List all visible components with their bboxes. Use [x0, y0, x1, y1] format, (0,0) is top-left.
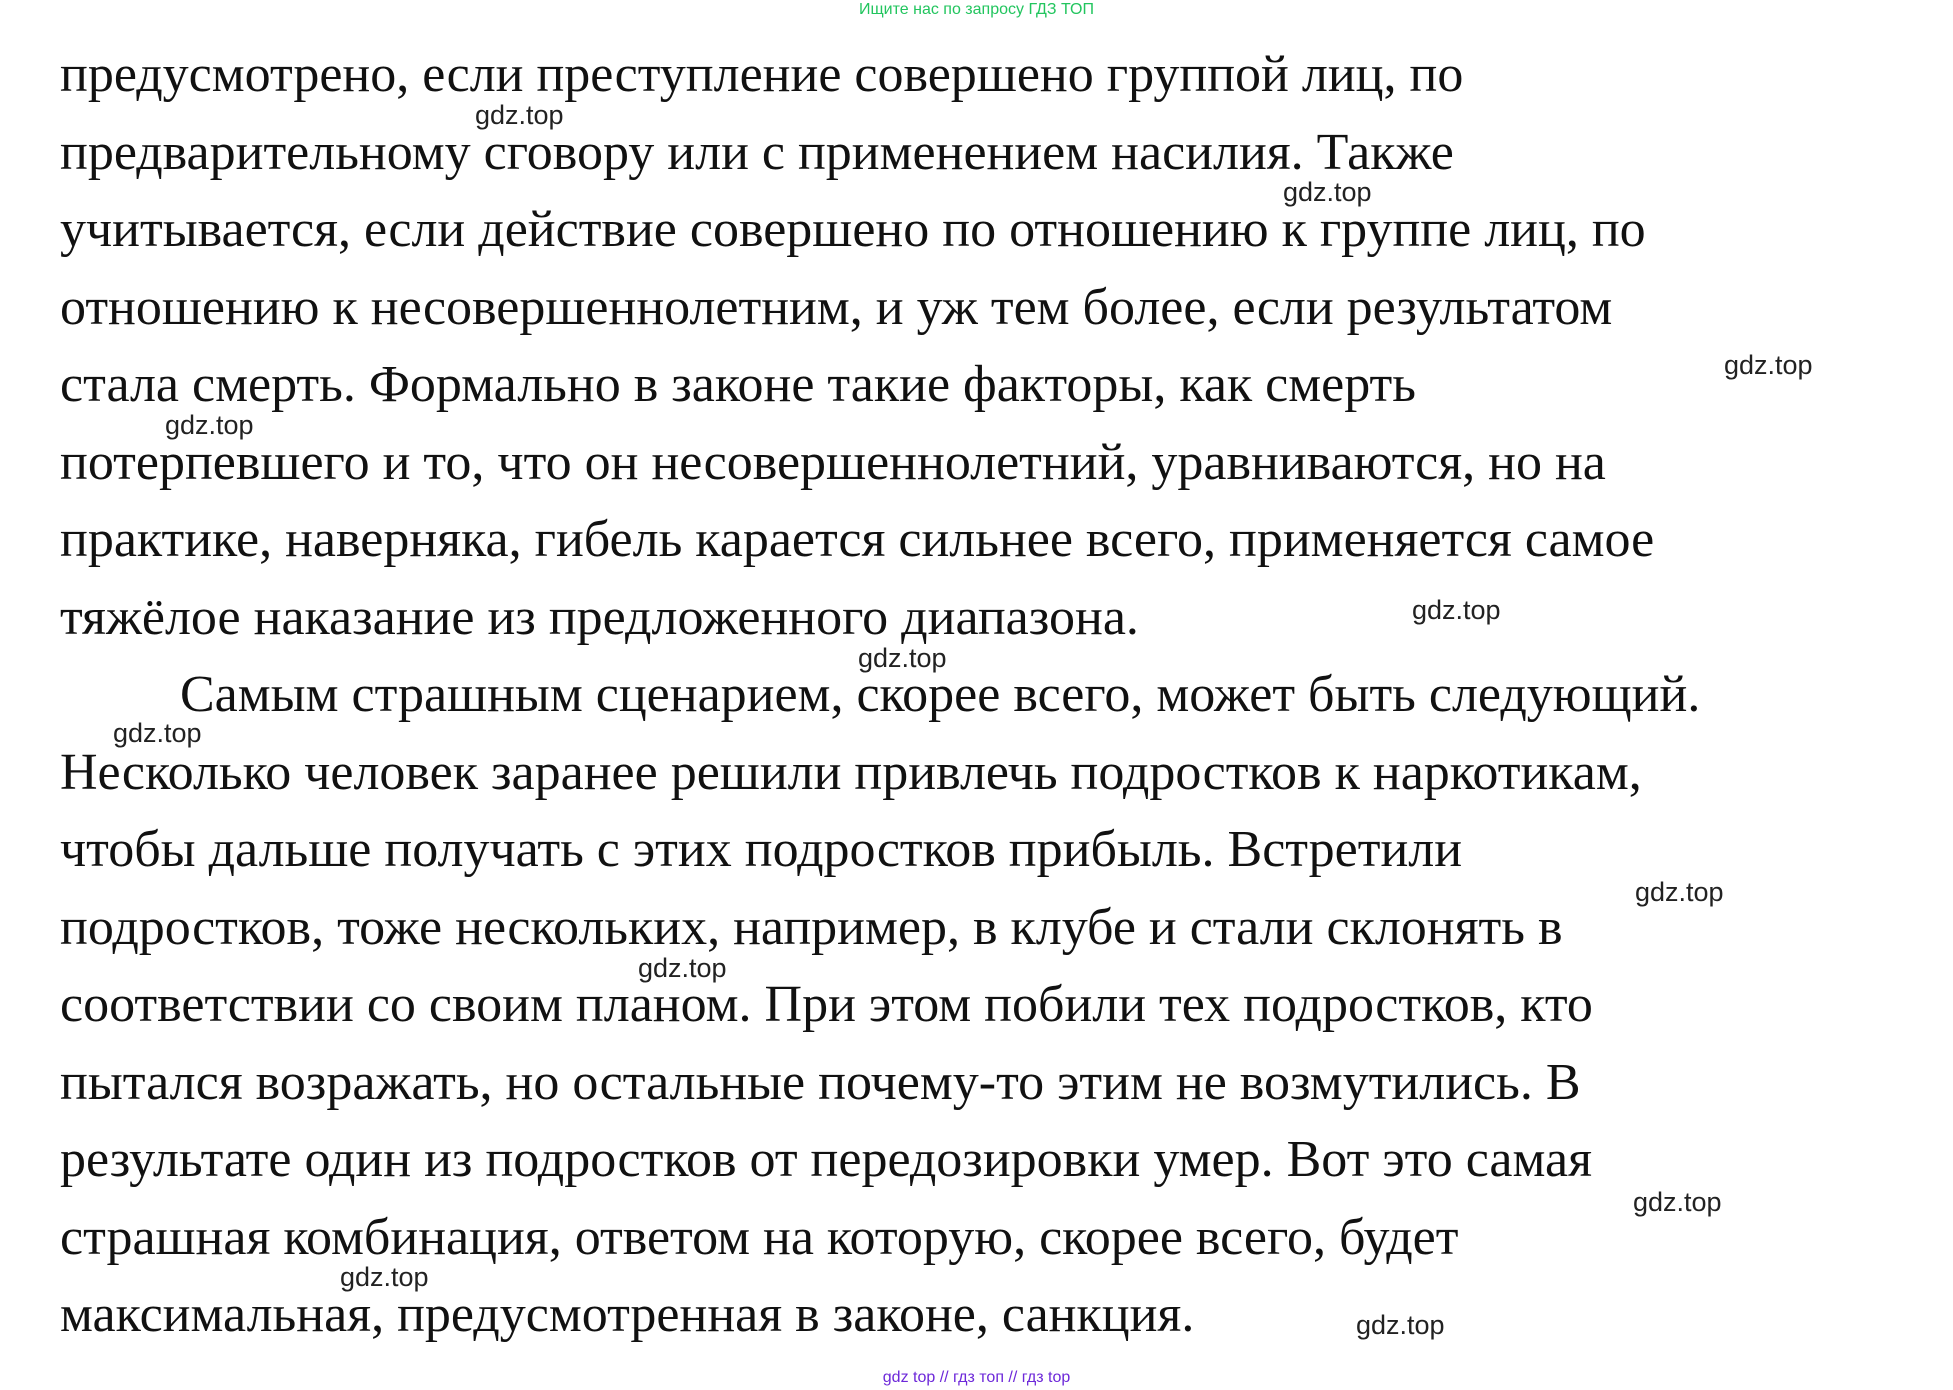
- watermark: gdz.top: [1633, 1187, 1722, 1217]
- watermark: gdz.top: [475, 100, 564, 130]
- text-line-13: соответствии со своим планом. При этом побили тех подростков, кто: [60, 976, 1593, 1033]
- watermark: gdz.top: [1283, 177, 1372, 207]
- top-banner: Ищите нас по запросу ГДЗ ТОП: [859, 1, 1094, 18]
- text-line-10: Несколько человек заранее решили привлечь подростков к наркотикам,: [60, 744, 1642, 801]
- text-line-9: Самым страшным сценарием, скорее всего, может быть следующий.: [180, 666, 1701, 723]
- watermark: gdz.top: [1635, 877, 1724, 907]
- text-line-16: страшная комбинация, ответом на которую, скорее всего, будет: [60, 1209, 1459, 1266]
- text-line-8: тяжёлое наказание из предложенного диапазона.: [60, 589, 1139, 646]
- text-line-14: пытался возражать, но остальные почему-то этим не возмутились. В: [60, 1054, 1581, 1111]
- text-line-6: потерпевшего и то, что он несовершеннолетний, уравниваются, но на: [60, 434, 1606, 491]
- text-line-3: учитывается, если действие совершено по отношению к группе лиц, по: [60, 201, 1646, 258]
- text-line-1: предусмотрено, если преступление совершено группой лиц, по: [60, 46, 1464, 103]
- text-line-5: стала смерть. Формально в законе такие факторы, как смерть: [60, 356, 1416, 413]
- watermark: gdz.top: [638, 953, 727, 983]
- watermark: gdz.top: [165, 410, 254, 440]
- watermark: gdz.top: [113, 718, 202, 748]
- watermark: gdz.top: [1412, 595, 1501, 625]
- watermark: gdz.top: [340, 1262, 429, 1292]
- text-line-7: практике, наверняка, гибель карается сильнее всего, применяется самое: [60, 511, 1655, 568]
- text-line-15: результате один из подростков от передозировки умер. Вот это самая: [60, 1131, 1593, 1188]
- watermark: gdz.top: [1724, 350, 1813, 380]
- text-line-12: подростков, тоже нескольких, например, в клубе и стали склонять в: [60, 899, 1563, 956]
- text-line-11: чтобы дальше получать с этих подростков прибыль. Встретили: [60, 821, 1463, 878]
- watermark: gdz.top: [858, 643, 947, 673]
- text-line-2: предварительному сговору или с применением насилия. Также: [60, 124, 1454, 181]
- watermark: gdz.top: [1356, 1310, 1445, 1340]
- footer: gdz top // гдз топ // гдз top: [882, 1369, 1071, 1386]
- text-line-17: максимальная, предусмотренная в законе, санкция.: [60, 1286, 1195, 1343]
- text-line-4: отношению к несовершеннолетним, и уж тем более, если результатом: [60, 279, 1613, 336]
